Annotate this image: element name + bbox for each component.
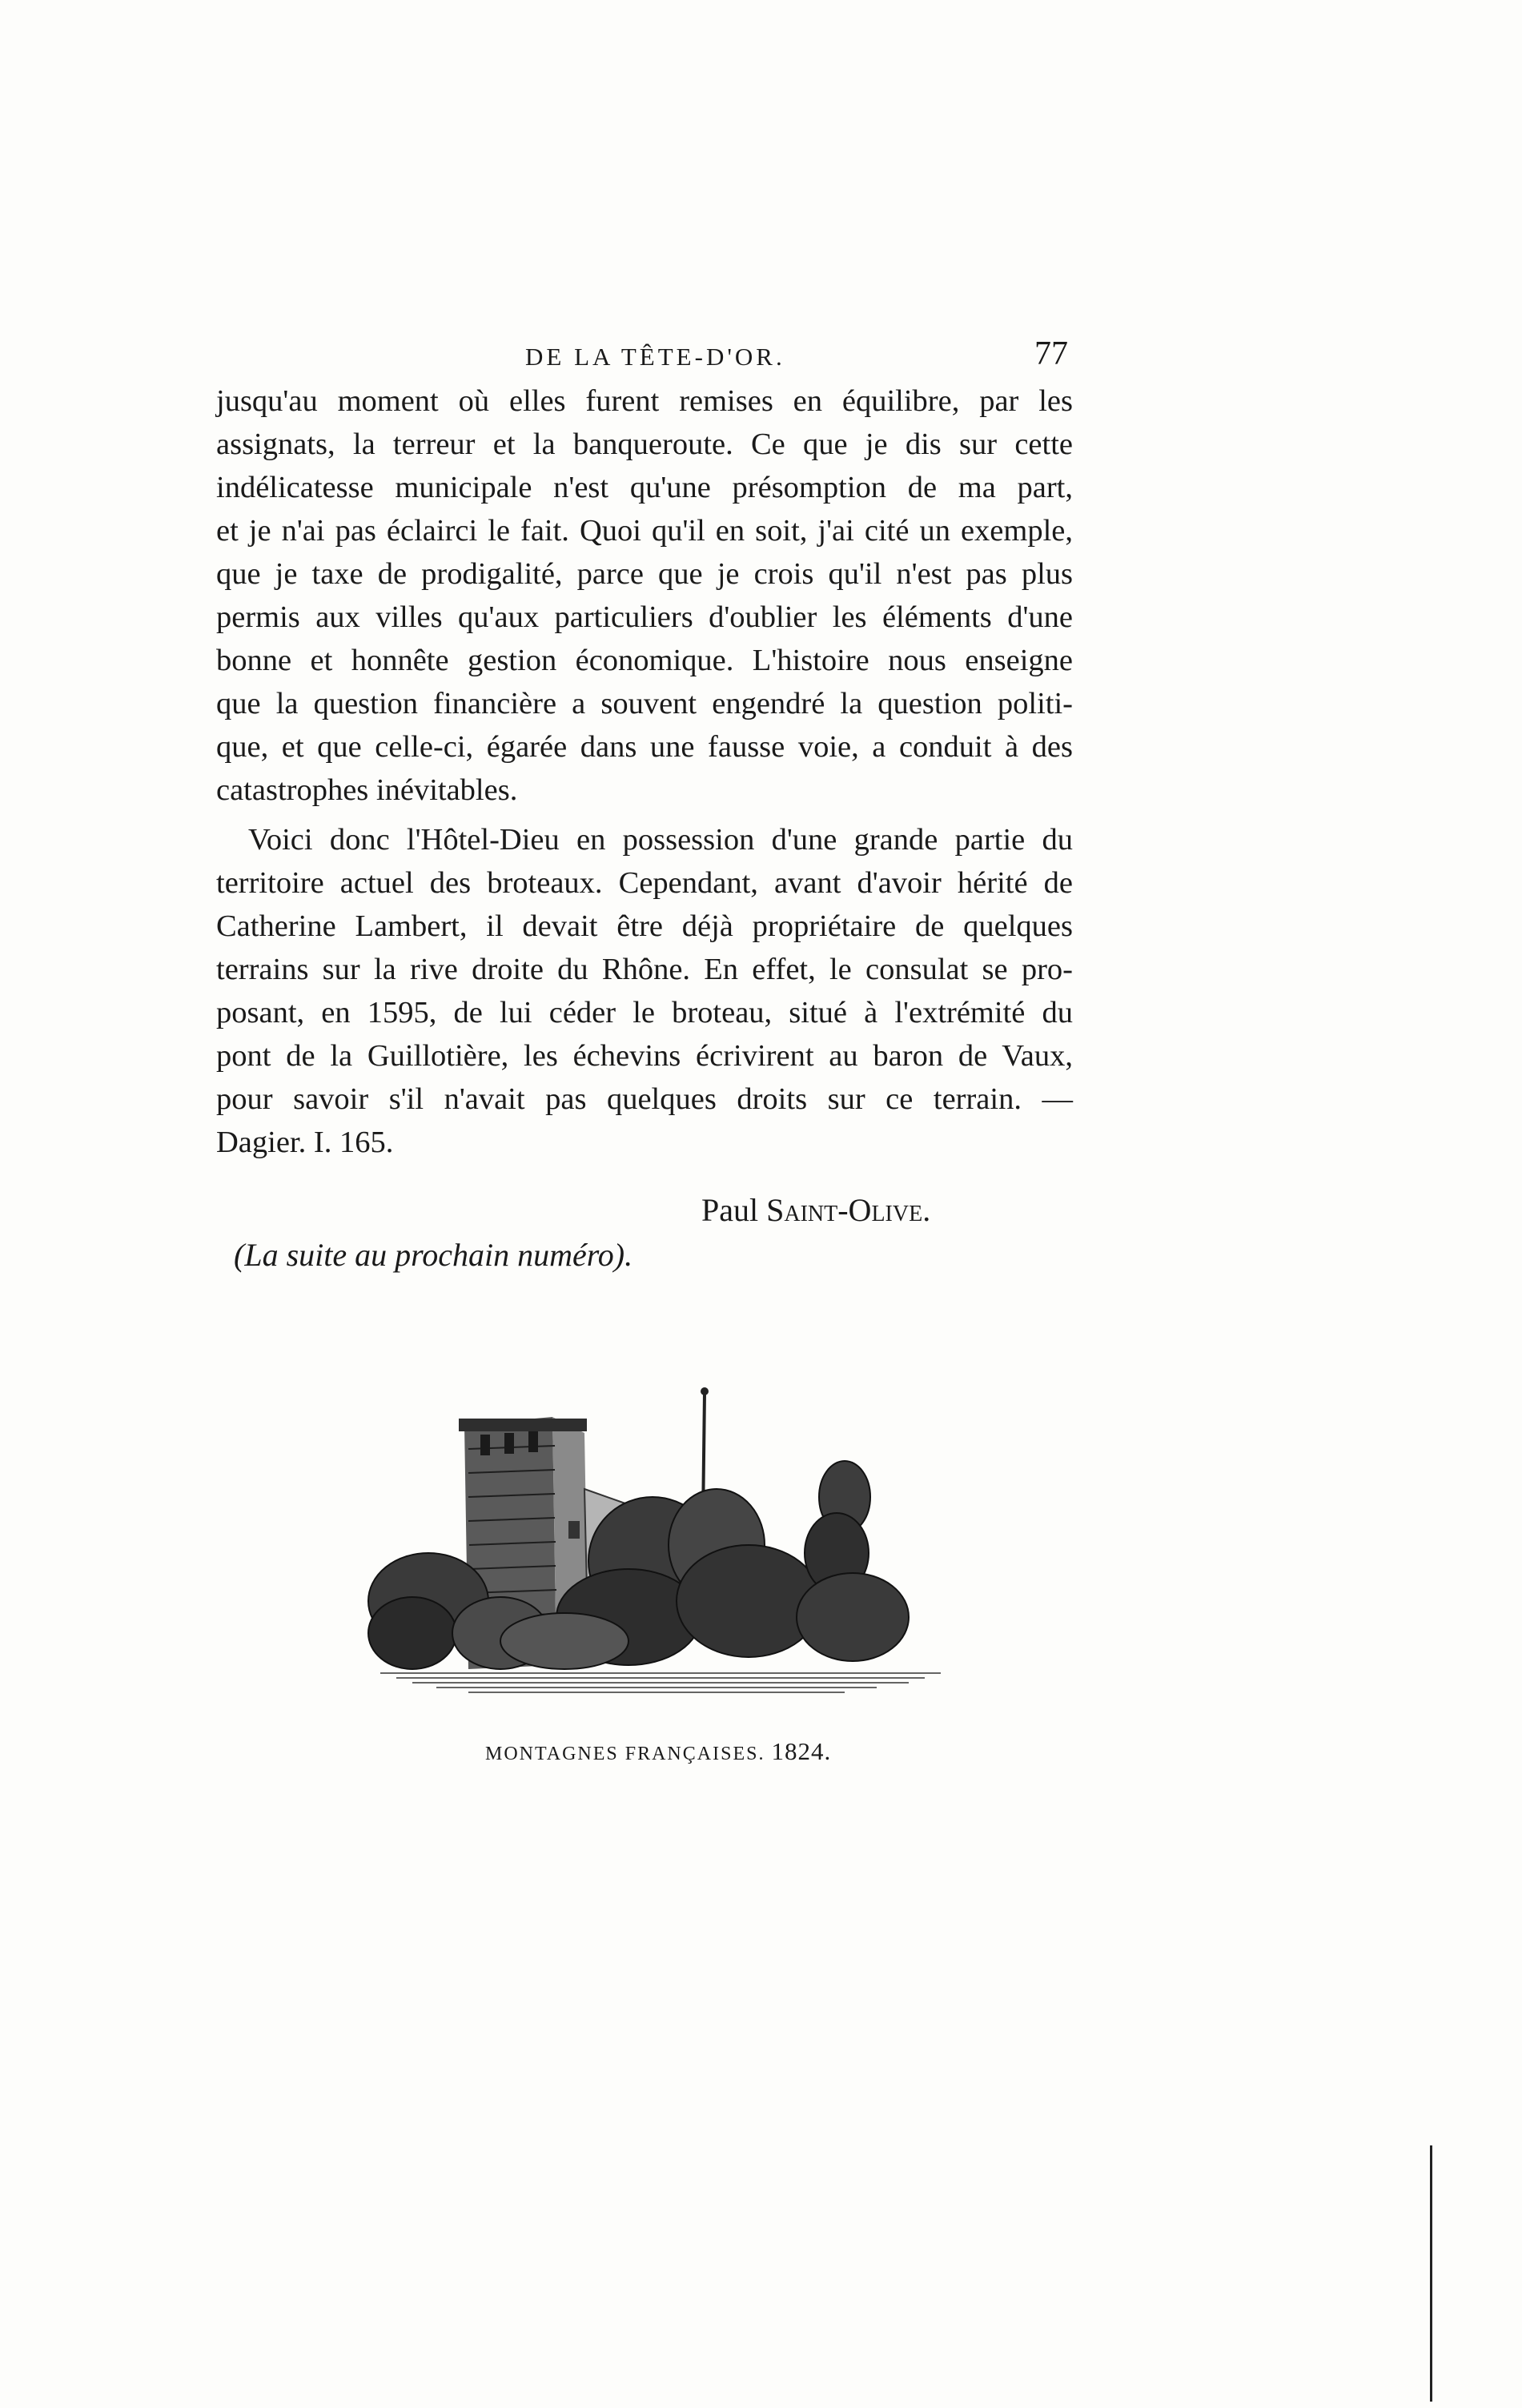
caption-text: MONTAGNES FRANÇAISES. — [485, 1744, 765, 1764]
author-first-name: Paul — [701, 1192, 759, 1228]
running-title: DE LA TÊTE-D'OR. — [525, 343, 785, 371]
body-line: territoire actuel des broteaux. Cependant, avant d'avoir hérité de — [216, 866, 1073, 900]
body-line: terrains sur la rive droite du Rhône. En effet, le consulat se pro- — [216, 953, 1073, 986]
body-line: que, et que celle-ci, égarée dans une fausse voie, a conduit à des — [216, 730, 1073, 764]
body-line: que je taxe de prodigalité, parce que je crois qu'il n'est pas plus — [216, 557, 1073, 591]
body-line: Dagier. I. 165. — [216, 1126, 394, 1159]
body-line: et je n'ai pas éclairci le fait. Quoi qu'il en soit, j'ai cité un exemple, — [216, 514, 1073, 548]
body-line: Catherine Lambert, il devait être déjà propriétaire de quelques — [216, 909, 1073, 943]
body-line: posant, en 1595, de lui céder le broteau, situé à l'extrémité du — [216, 996, 1073, 1029]
body-line: catastrophes inévitables. — [216, 773, 518, 807]
body-line: pour savoir s'il n'avait pas quelques droits sur ce terrain. — — [216, 1082, 1073, 1116]
page-number: 77 — [1034, 335, 1068, 372]
illustration-caption — [485, 1737, 831, 1766]
body-line: permis aux villes qu'aux particuliers d'oublier les éléments d'une — [216, 600, 1073, 634]
caption-year: 1824. — [771, 1737, 832, 1765]
author-signature — [701, 1191, 930, 1229]
body-line: jusqu'au moment où elles furent remises en équilibre, par les — [216, 384, 1073, 418]
scan-edge-mark — [1430, 2145, 1432, 2402]
body-line: Voici donc l'Hôtel-Dieu en possession d'une grande partie du — [248, 823, 1073, 857]
tower-engraving — [364, 1361, 965, 1697]
tree-foliage — [368, 1461, 909, 1669]
body-line: bonne et honnête gestion économique. L'histoire nous enseigne — [216, 644, 1073, 677]
body-line: indélicatesse municipale n'est qu'une présomption de ma part, — [216, 471, 1073, 504]
body-line: pont de la Guillotière, les échevins écrivirent au baron de Vaux, — [216, 1039, 1073, 1073]
author-surname: Saint-Olive. — [766, 1192, 931, 1228]
body-line: assignats, la terreur et la banqueroute. Ce que je dis sur cette — [216, 427, 1073, 461]
body-line: que la question financière a souvent engendré la question politi- — [216, 687, 1073, 720]
ground-hatching — [380, 1673, 941, 1692]
continuation-note: (La suite au prochain numéro). — [234, 1237, 633, 1273]
